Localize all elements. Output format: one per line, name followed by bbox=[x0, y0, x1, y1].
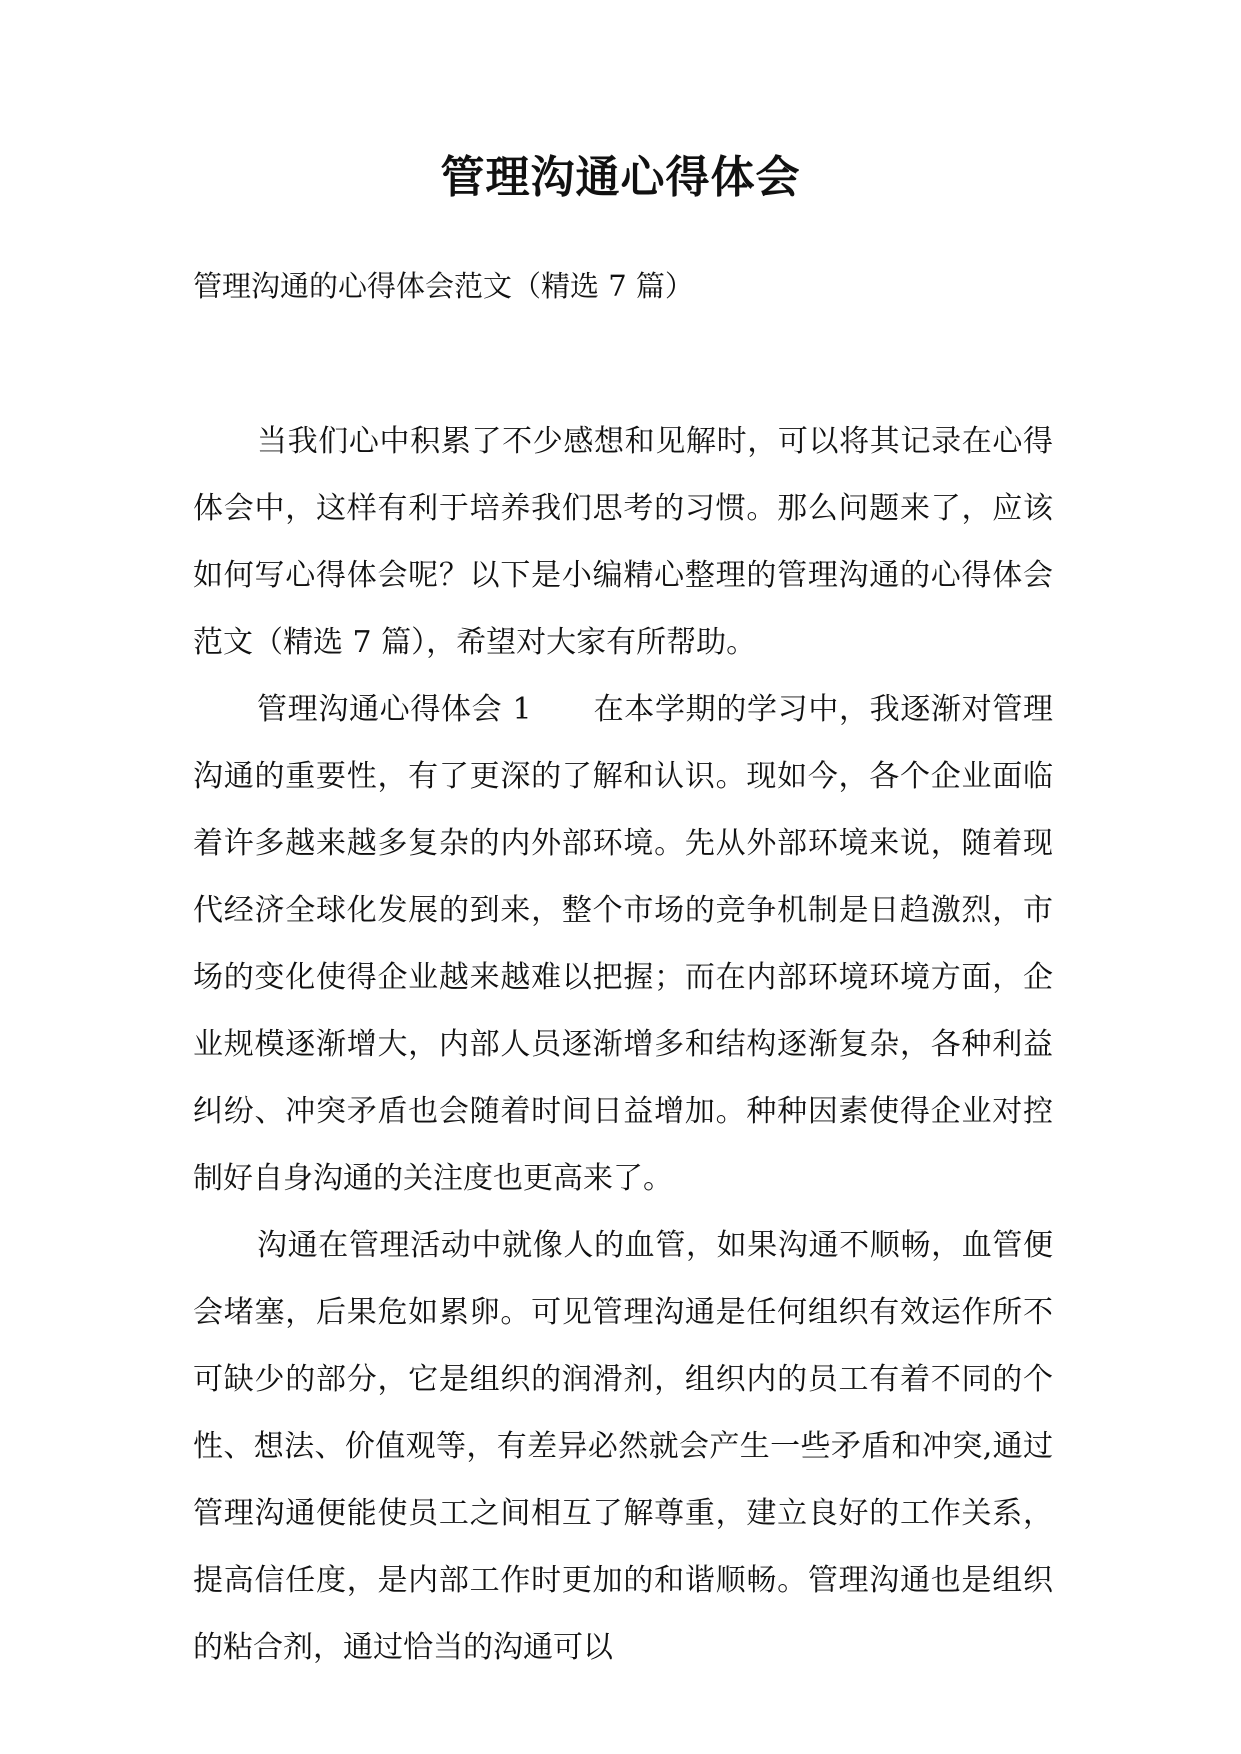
paragraph-intro: 当我们心中积累了不少感想和见解时，可以将其记录在心得体会中，这样有利于培养我们思考的习惯。那么问题来了，应该如何写心得体会呢？以下是小编精心整理的管理沟通的心得体会范文（精选 7 篇），希望对大家有所帮助。 bbox=[193, 424, 1053, 660]
document-body bbox=[193, 408, 1053, 1681]
paragraph-essay-1: 管理沟通心得体会 1 在本学期的学习中，我逐渐对管理沟通的重要性，有了更深的了解和认识。现如今，各个企业面临着许多越来越多复杂的内外部环境。先从外部环境来说，随着现代经济全球化发展的到来，整个市场的竞争机制是日趋激烈，市场的变化使得企业越来越难以把握；而在内部环境环境方面，企业规模逐渐增大，内部人员逐渐增多和结构逐渐复杂，各种利益纠纷、冲突矛盾也会随着时间日益增加。种种因素使得企业对控制好自身沟通的关注度也更高来了。 bbox=[193, 692, 1053, 1196]
document-subtitle: 管理沟通的心得体会范文（精选 7 篇） bbox=[193, 269, 694, 303]
paragraph-communication: 沟通在管理活动中就像人的血管，如果沟通不顺畅，血管便会堵塞，后果危如累卵。可见管理沟通是任何组织有效运作所不可缺少的部分，它是组织的润滑剂，组织内的员工有着不同的个性、想法、价值观等，有差异必然就会产生一些矛盾和冲突,通过管理沟通便能使员工之间相互了解尊重，建立良好的工作关系，提高信任度，是内部工作时更加的和谐顺畅。管理沟通也是组织的粘合剂，通过恰当的沟通可以 bbox=[193, 1228, 1053, 1665]
document-title: 管理沟通心得体会 bbox=[440, 152, 801, 203]
